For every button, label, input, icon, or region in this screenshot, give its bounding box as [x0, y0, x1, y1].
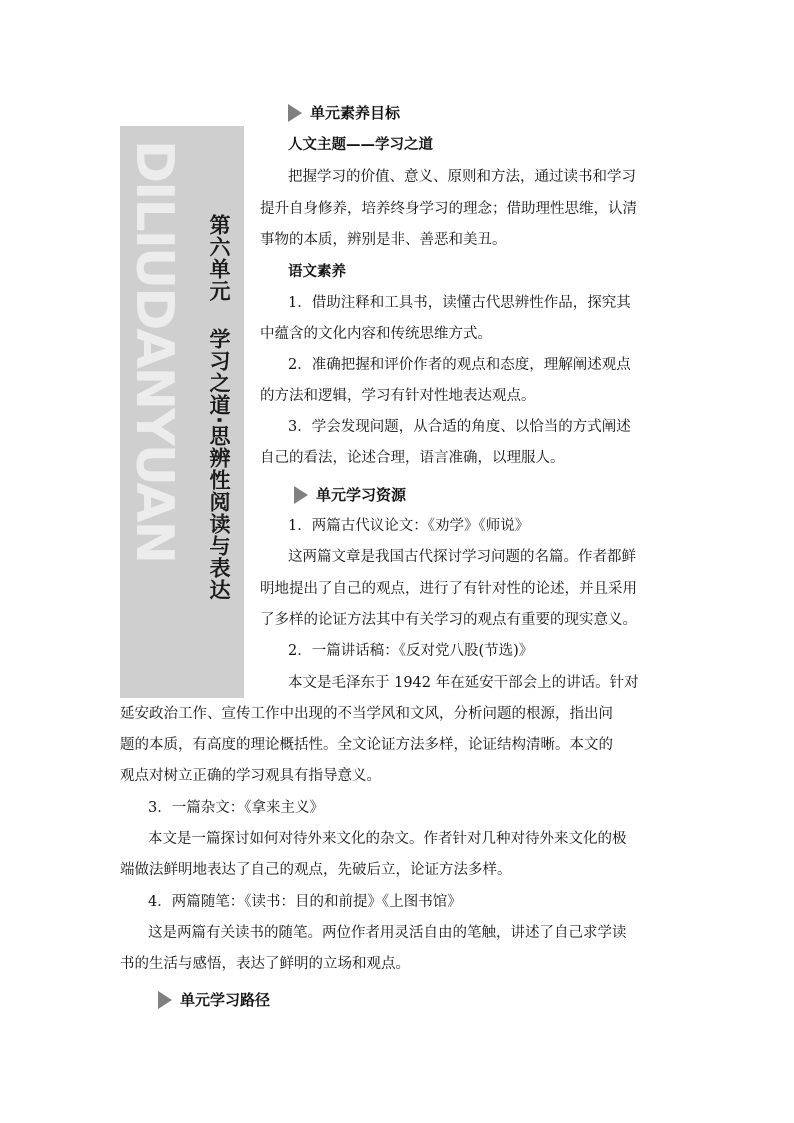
- literacy-line: 中蕴含的文化内容和传统思维方式。: [260, 326, 492, 342]
- theme-line: 事物的本质，辨别是非、善恶和美丑。: [260, 232, 507, 248]
- resource-line: 这两篇文章是我国古代探讨学习问题的名篇。作者都鲜: [288, 549, 636, 565]
- triangle-bullet-icon: [294, 486, 308, 504]
- theme-line: 把握学习的价值、意义、原则和方法，通过读书和学习: [288, 169, 636, 185]
- resource-item-title: 2．一篇讲话稿：《反对党八股(节选)》: [288, 643, 534, 659]
- resource-line: 本文是一篇探讨如何对待外来文化的杂文。作者针对几种对待外来文化的极: [148, 831, 627, 847]
- literacy-label: 语文素养: [288, 264, 346, 280]
- unit-topic-title: 学习之道·思辨性阅读与表达: [207, 328, 231, 601]
- resource-line: 明地提出了自己的观点，进行了有针对性的论述，并且采用: [260, 581, 637, 597]
- resource-line: 书的生活与感悟，表达了鲜明的立场和观点。: [120, 956, 410, 972]
- literacy-line: 3．学会发现问题，从合适的角度、以恰当的方式阐述: [288, 419, 631, 435]
- section-goals-title: 单元素养目标: [310, 104, 401, 122]
- theme-line: 提升自身修养，培养终身学习的理念；借助理性思维，认清: [260, 201, 637, 217]
- resource-line: 延安政治工作、宣传工作中出现的不当学风和文风，分析问题的根源，指出问: [120, 706, 613, 722]
- section-path-title: 单元学习路径: [180, 991, 271, 1009]
- triangle-bullet-icon: [158, 991, 172, 1009]
- literacy-line: 1．借助注释和工具书，读懂古代思辨性作品，探究其: [288, 295, 631, 311]
- resource-line: 观点对树立正确的学习观具有指导意义。: [120, 768, 381, 784]
- resource-line: 这是两篇有关读书的随笔。两位作者用灵活自由的笔触，讲述了自己求学读: [148, 925, 627, 941]
- resource-line: 端做法鲜明地表达了自己的观点，先破后立，论证方法多样。: [120, 862, 512, 878]
- literacy-line: 自己的看法，论述合理，语言准确，以理服人。: [260, 450, 565, 466]
- section-resources-title: 单元学习资源: [316, 486, 407, 504]
- resource-item-title: 1．两篇古代议论文：《劝学》《师说》: [288, 518, 530, 534]
- resource-item-title: 4．两篇随笔：《读书：目的和前提》《上图书馆》: [148, 894, 462, 910]
- resource-line: 了多样的论证方法其中有关学习的观点有重要的现实意义。: [260, 612, 637, 628]
- resource-line: 题的本质，有高度的理论概括性。全文论证方法多样，论证结构清晰。本文的: [120, 737, 613, 753]
- sidebar-watermark: DILIUDANYUAN: [124, 140, 184, 563]
- unit-number-title: 第六单元: [207, 214, 231, 302]
- literacy-line: 2．准确把握和评价作者的观点和态度，理解阐述观点: [288, 357, 631, 373]
- literacy-line: 的方法和逻辑，学习有针对性地表达观点。: [260, 388, 536, 404]
- theme-label: 人文主题——学习之道: [288, 137, 433, 153]
- resource-item-title: 3．一篇杂文：《拿来主义》: [148, 800, 324, 816]
- triangle-bullet-icon: [288, 104, 302, 122]
- section-path-heading: [158, 989, 270, 1010]
- section-goals-heading: [288, 102, 400, 123]
- resource-line: 本文是毛泽东于 1942 年在延安干部会上的讲话。针对: [288, 675, 639, 691]
- section-resources-heading: [294, 484, 406, 505]
